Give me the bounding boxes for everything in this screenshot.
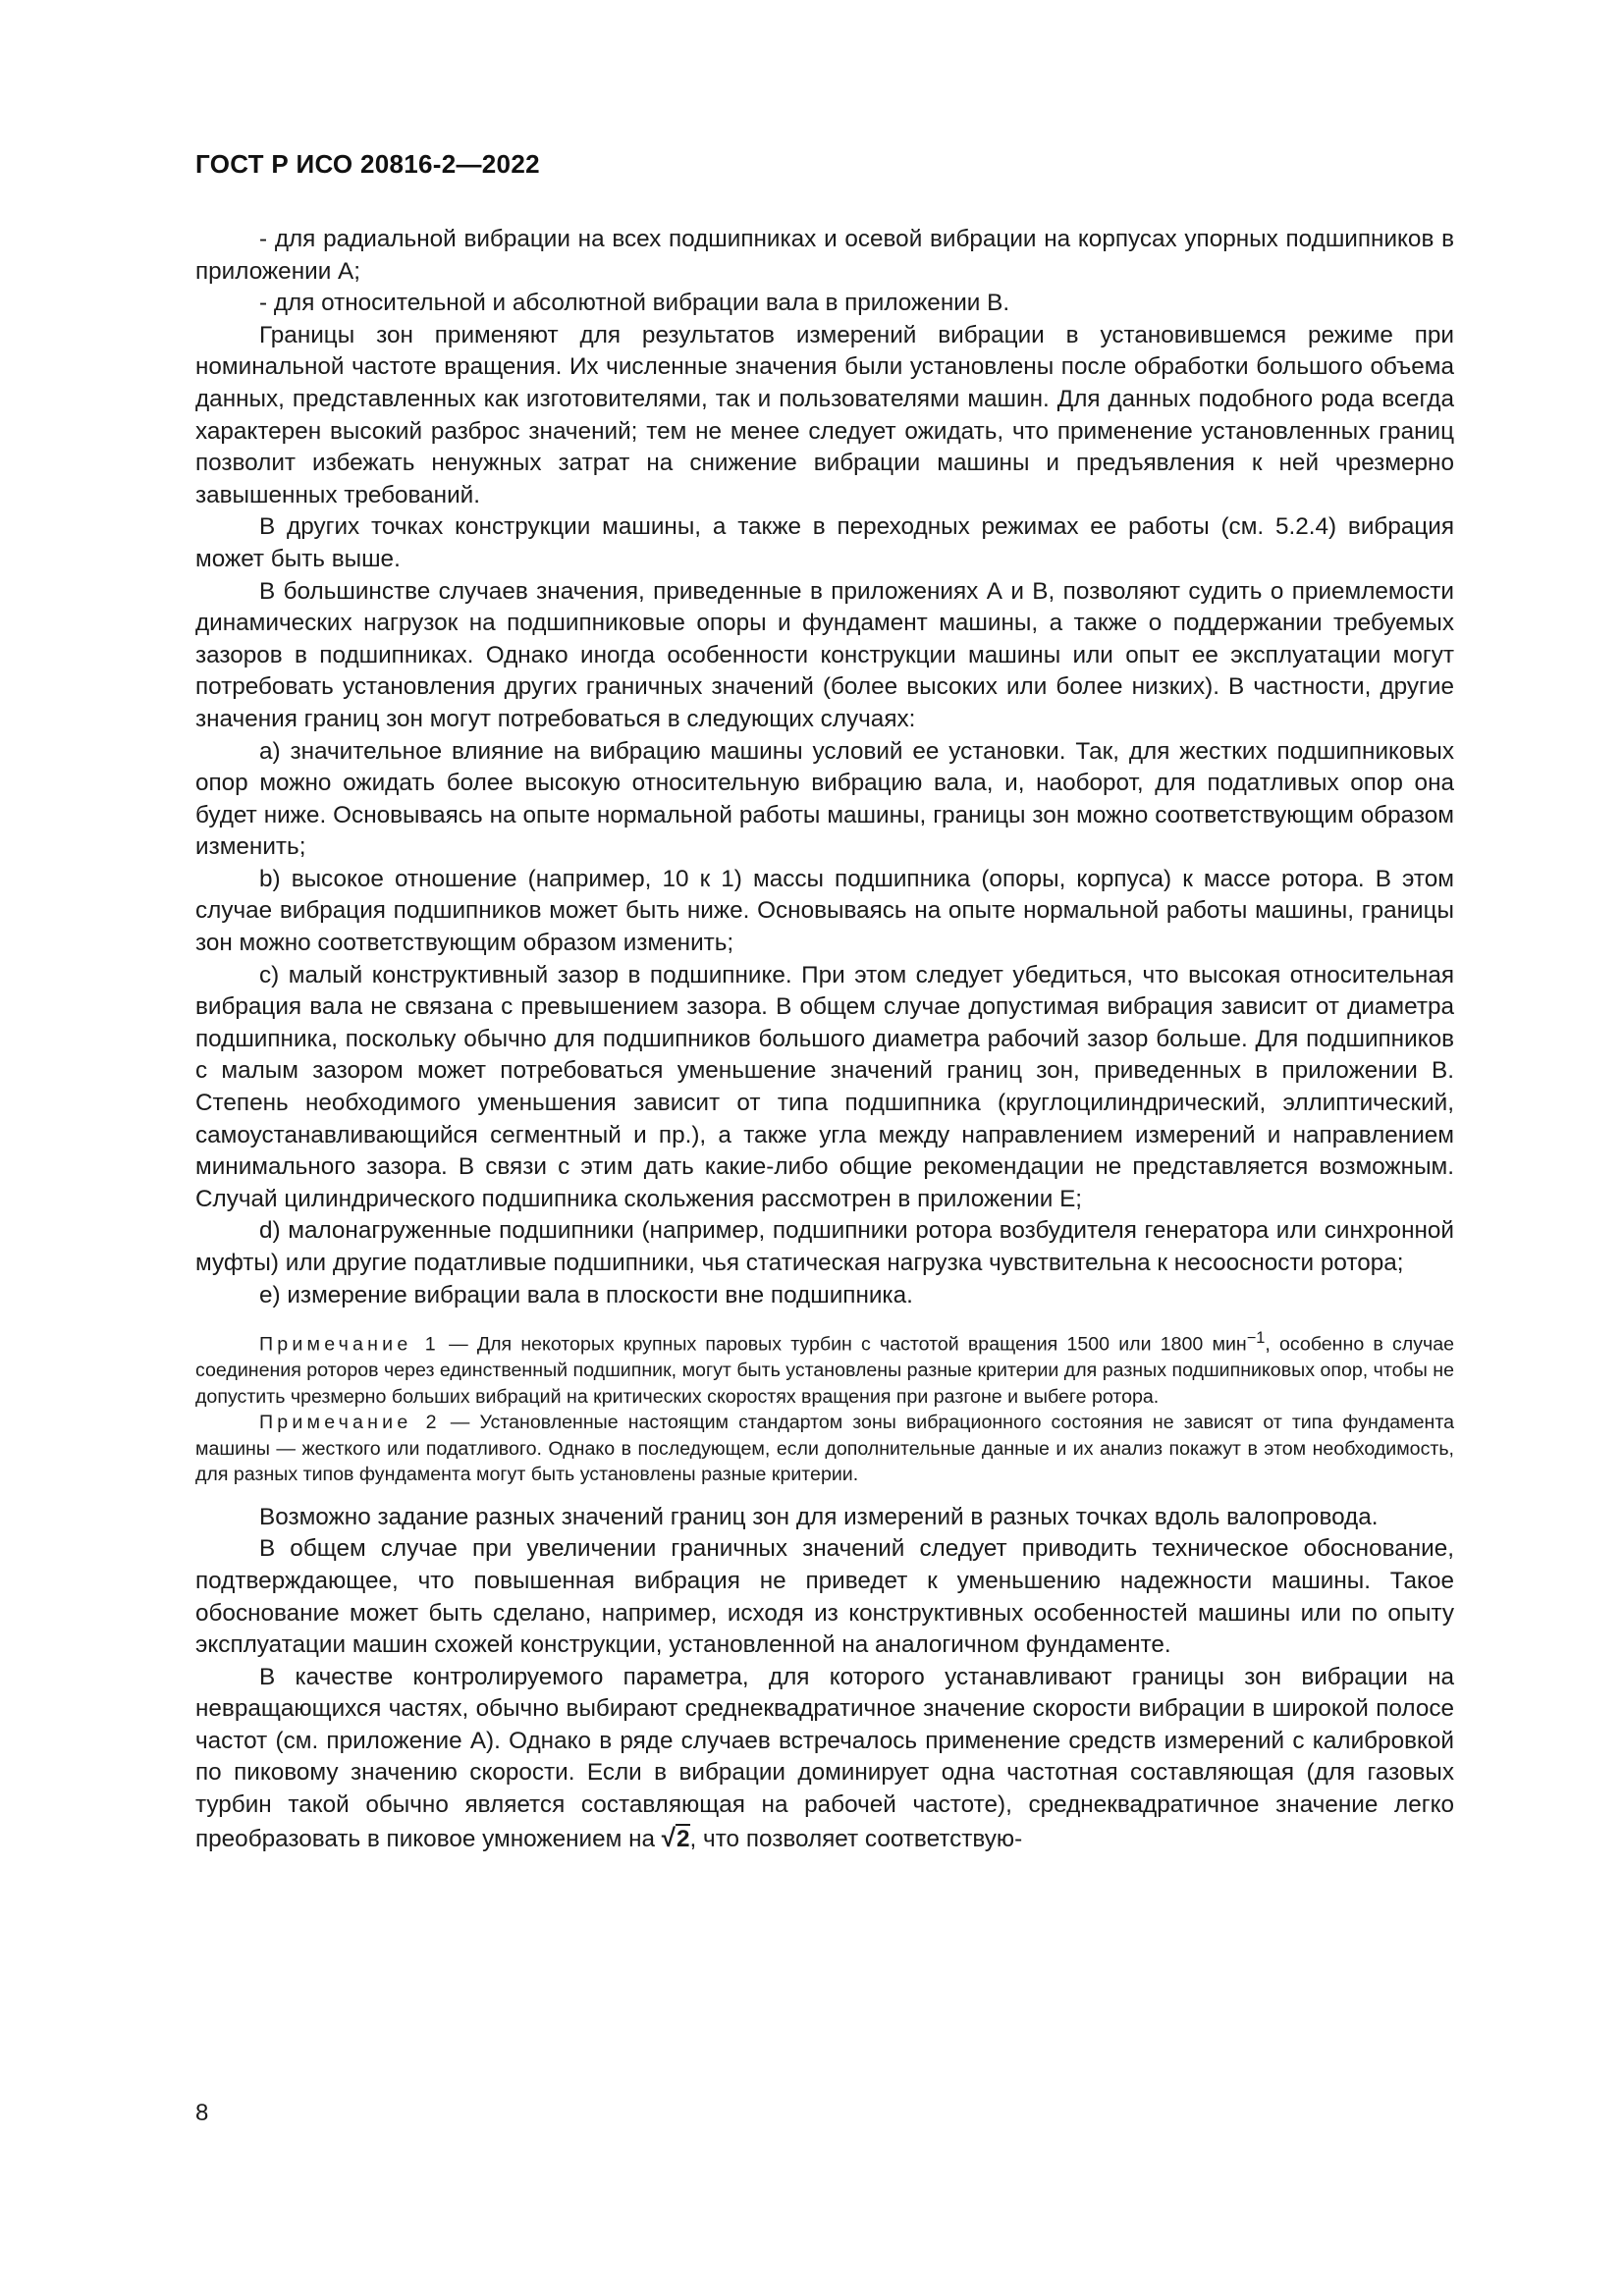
- note-1-text: — Для некоторых крупных паровых турбин с частотой вращения 1500 или 1800 мин: [439, 1333, 1247, 1356]
- document-body: [195, 224, 1454, 1855]
- page-number: 8: [195, 2100, 209, 2126]
- list-item-d: d) малонагруженные подшипники (например, подшипники ротора возбудителя генератора или синхронной муфты) или другие податливые подшипники, чья статическая нагрузка чувствительна к несоосности ротора;: [195, 1217, 1454, 1276]
- paragraph: - для относительной и абсолютной вибрации вала в приложении В.: [259, 290, 1010, 317]
- document-standard-header: ГОСТ Р ИСО 20816-2—2022: [195, 149, 540, 179]
- paragraph-last-text-continued: , что позволяет соответствую-: [689, 1825, 1023, 1852]
- note-2-label: Примечание 2: [259, 1412, 441, 1434]
- paragraph: Возможно задание разных значений границ зон для измерений в разных точках вдоль валопровода.: [259, 1503, 1379, 1530]
- paragraph: Границы зон применяют для результатов измерений вибрации в установившемся режиме при номинальной частоте вращения. Их численные значения были установлены после обработки большого объема данных, представленных как изготовителями, так и пользователями машин. Для данных подобного рода всегда характерен высокий разброс значений; тем не менее следует ожидать, что применение установленных границ позволит избежать ненужных затрат на снижение вибрации машины и предъявления к ней чрезмерно завышенных требований.: [195, 321, 1454, 508]
- list-item-b: b) высокое отношение (например, 10 к 1) массы подшипника (опоры, корпуса) к массе ротора. В этом случае вибрация подшипников может быть ниже. Основываясь на опыте нормальной работы машины, границы зон можно соответствующим образом изменить;: [195, 865, 1454, 957]
- note-1-superscript: −1: [1246, 1329, 1266, 1348]
- notes-block: [195, 1325, 1454, 1488]
- radicand: 2: [677, 1825, 690, 1852]
- paragraph: В большинстве случаев значения, приведенные в приложениях А и В, позволяют судить о приемлемости динамических нагрузок на подшипниковые опоры и фундамент машины, а также о поддержании требуемых зазоров в подшипниках. Однако иногда особенности конструкции машины или опыт ее эксплуатации могут потребовать установления других граничных значений (более высоких или более низких). В частности, другие значения границ зон могут потребоваться в следующих случаях:: [195, 577, 1454, 732]
- radical-sign: √: [661, 1822, 677, 1852]
- paragraph: В других точках конструкции машины, а также в переходных режимах ее работы (см. 5.2.4) вибрация может быть выше.: [195, 513, 1454, 572]
- paragraph-last-text: В качестве контролируемого параметра, для которого устанавливают границы зон вибрации на невращающихся частях, обычно выбирают среднеквадратичное значение скорости вибрации в широкой полосе частот (см. приложение А). Однако в ряде случаев встречалось применение средств измерений с калибровкой по пиковому значению скорости. Если в вибрации доминирует одна частотная составляющая (для газовых турбин такой обычно является составляющая на рабочей частоте), среднеквадратичное значение легко преобразовать в пиковое умножением на: [195, 1663, 1454, 1852]
- note-2-text: — Установленные настоящим стандартом зоны вибрационного состояния не зависят от типа фундамента машины — жесткого или податливого. Однако в последующем, если дополнительные данные и их анализ покажут в этом необходимость, для разных типов фундамента могут быть установлены разные критерии.: [195, 1412, 1454, 1486]
- paragraph: В общем случае при увеличении граничных значений следует приводить техническое обоснование, подтверждающее, что повышенная вибрация не приведет к уменьшению надежности машины. Такое обоснование может быть сделано, например, исходя из конструктивных особенностей машины или по опыту эксплуатации машин схожей конструкции, установленной на аналогичном фундаменте.: [195, 1535, 1454, 1659]
- note-1-label: Примечание 1: [259, 1333, 440, 1356]
- square-root-formula: [661, 1822, 690, 1852]
- list-item-a: a) значительное влияние на вибрацию машины условий ее установки. Так, для жестких подшипниковых опор можно ожидать более высокую относительную вибрацию вала, и, наоборот, для податливых опор она будет ниже. Основываясь на опыте нормальной работы машины, границы зон можно соответствующим образом изменить;: [195, 737, 1454, 861]
- list-item-e: e) измерение вибрации вала в плоскости вне подшипника.: [259, 1281, 913, 1308]
- note-1: [195, 1325, 1454, 1410]
- paragraph-last: [195, 1662, 1454, 1856]
- note-1-text-continued: , особенно в случае соединения роторов через единственный подшипник, могут быть установлены разные критерии для разных подшипниковых опор, чтобы не допустить чрезмерно больших вибраций на критических скоростях вращения при разгоне и выбеге ротора.: [195, 1333, 1455, 1408]
- list-item-c: c) малый конструктивный зазор в подшипнике. При этом следует убедиться, что высокая относительная вибрация вала не связана с превышением зазора. В общем случае допустимая вибрация зависит от диаметра подшипника, поскольку обычно для подшипников большого диаметра рабочий зазор больше. Для подшипников с малым зазором может потребоваться уменьшение значений границ зон, приведенных в приложении В. Степень необходимого уменьшения зависит от типа подшипника (круглоцилиндрический, эллиптический, самоустанавливающийся сегментный и пр.), а также угла между направлением измерений и направлением минимального зазора. В связи с этим дать какие-либо общие рекомендации не представляется возможным. Случай цилиндрического подшипника скольжения рассмотрен в приложении Е;: [195, 961, 1454, 1212]
- paragraph: - для радиальной вибрации на всех подшипниках и осевой вибрации на корпусах упорных подшипников в приложении А;: [195, 226, 1454, 285]
- note-2: [195, 1410, 1454, 1488]
